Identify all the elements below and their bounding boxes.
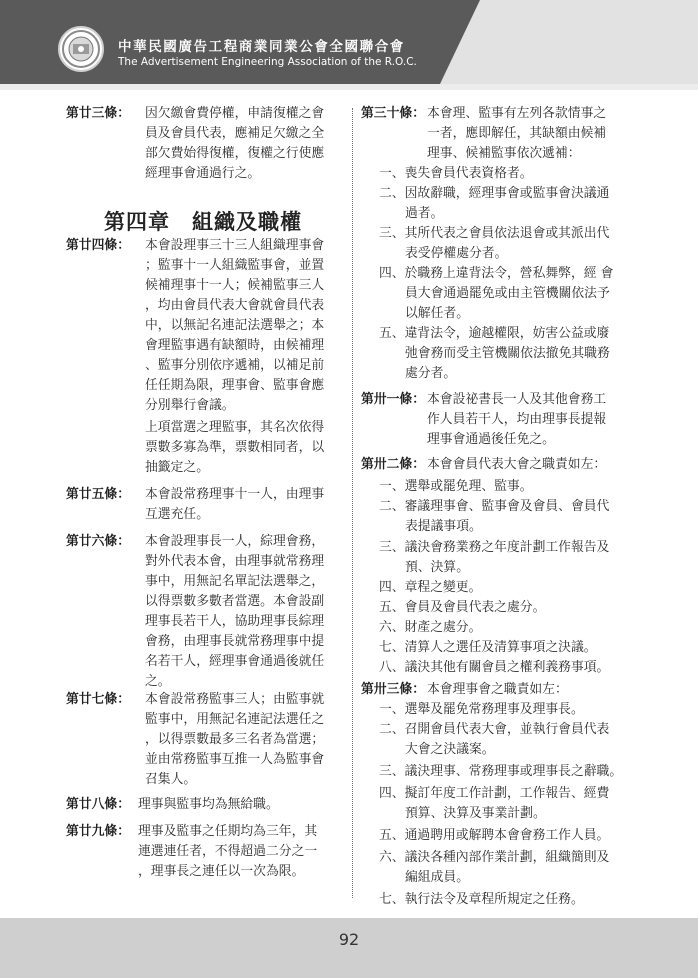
article-32-item: 一、選舉或罷免理、監事。 (379, 479, 533, 494)
article-30-line: 一者，應即解任，其缺額由候補 (427, 126, 607, 141)
article-25-line: 互選充任。 (145, 507, 209, 522)
page-number: 92 (338, 930, 360, 949)
article-30-item: 二、因故辭職，經理事會或監事會決議通 (379, 186, 610, 201)
article-26-line: 事中，用無記名單記法選舉之， (145, 574, 325, 589)
article-30-item: 表受停權處分者。 (405, 246, 508, 261)
article-30-item: 三、其所代表之會員依法退會或其派出代 (379, 226, 610, 241)
article-33-item: 編組成員。 (405, 870, 469, 885)
article-33-item: 四、擬訂年度工作計劃，工作報告、經費 (379, 786, 610, 801)
article-30-item: 五、違背法令，逾越權限，妨害公益或廢 (379, 326, 610, 341)
article-30-line: 理事、候補監事依次遞補： (427, 146, 581, 161)
org-name-en: The Advertisement Engineering Association of the R.O.C. (118, 56, 417, 68)
article-32-item: 三、議決會務業務之年度計劃工作報告及 (379, 540, 610, 555)
article-32-item: 表提議事項。 (405, 519, 482, 534)
article-33-item: 一、選舉及罷免常務理事及理事長。 (379, 702, 584, 717)
article-23-line: 員及會員代表，應補足欠繳之全 (145, 126, 325, 141)
article-26-label: 第廿六條： (66, 534, 130, 549)
article-30-label: 第三十條： (361, 106, 425, 121)
article-32-item: 六、財產之處分。 (379, 620, 482, 635)
article-24-line: 會理監事遇有缺額時，由候補理 (145, 338, 325, 353)
article-24-line: 候補理事十一人；候補監事三人 (145, 278, 325, 293)
article-29-line: 理事及監事之任期均為三年，其 (138, 824, 318, 839)
chapter-heading: 第四章 組織及職權 (104, 210, 302, 234)
article-26-line: 之。 (145, 674, 171, 689)
article-30-item: 弛會務而受主管機關依法撤免其職務 (405, 346, 610, 361)
article-27-label: 第廿七條： (66, 692, 130, 707)
article-26-line: 對外代表本會，由理事就常務理 (145, 554, 325, 569)
article-32-item: 四、章程之變更。 (379, 580, 482, 595)
article-26-line: 本會設理事長一人，綜理會務， (145, 534, 325, 549)
article-29-line: ，理事長之連任以一次為限。 (138, 864, 305, 879)
article-30-item: 員大會通過罷免或由主管機關依法予 (405, 286, 610, 301)
article-32-label: 第卅二條： (361, 457, 425, 472)
article-26-line: 名若干人，經理事會通過後就任 (145, 654, 325, 669)
article-24-label: 第廿四條： (66, 238, 130, 253)
article-30-item: 四、於職務上違背法令，營私舞弊，經 會 (379, 266, 614, 281)
article-29-line: 連選連任者，不得超過二分之一 (138, 844, 318, 859)
article-27-line: ，以得票數最多三名者為當選； (145, 732, 325, 747)
article-33-line: 本會理事會之職責如左： (427, 682, 568, 697)
article-31-label: 第卅一條： (361, 392, 425, 407)
article-24-line: 分別舉行會議。 (145, 398, 235, 413)
header-stripe (0, 84, 698, 90)
article-33-item: 預算、決算及事業計劃。 (405, 806, 546, 821)
article-24-line: 抽籤定之。 (145, 460, 209, 475)
article-27-line: 監事中，用無記名連記法選任之 (145, 712, 325, 727)
article-31-line: 作人員若干人，均由理事長提報 (427, 412, 607, 427)
article-30-item: 處分者。 (405, 366, 457, 381)
association-logo-icon (58, 26, 104, 72)
article-33-item: 七、執行法令及章程所規定之任務。 (379, 892, 584, 907)
article-24-line: ，均由會員代表大會就會員代表 (145, 298, 325, 313)
article-25-line: 本會設常務理事十一人，由理事 (145, 487, 325, 502)
article-29-label: 第廿九條： (66, 824, 130, 839)
article-30-item: 以解任者。 (405, 306, 469, 321)
article-27-line: 本會設常務監事三人；由監事就 (145, 692, 325, 707)
article-24-line: 上項當選之理監事，其名次依得 (145, 420, 325, 435)
article-33-item: 二、召開會員代表大會，並執行會員代表 (379, 722, 610, 737)
article-26-line: 理事長若干人，協助理事長綜理 (145, 614, 325, 629)
article-25-label: 第廿五條： (66, 487, 130, 502)
article-33-label: 第卅三條： (361, 682, 425, 697)
article-24-line: ；監事十一人組織監事會，並置 (145, 258, 325, 273)
article-23-label: 第廿三條： (66, 106, 130, 121)
org-name-zh: 中華民國廣告工程商業同業公會全國聯合會 (118, 39, 405, 55)
article-26-line: 會務，由理事長就常務理事中提 (145, 634, 325, 649)
article-23-line: 因欠繳會費停權，申請復權之會 (145, 106, 325, 121)
article-30-item: 過者。 (405, 206, 444, 221)
article-27-line: 召集人。 (145, 772, 197, 787)
article-32-item: 七、清算人之選任及清算事項之決議。 (379, 640, 597, 655)
article-26-line: 以得票數多數者當選。本會設副 (145, 594, 325, 609)
article-31-line: 本會設祕書長一人及其他會務工 (427, 392, 607, 407)
article-28-line: 理事與監事均為無給職。 (138, 797, 279, 812)
article-32-item: 八、議決其他有關會員之權利義務事項。 (379, 660, 610, 675)
article-30-item: 一、喪失會員代表資格者。 (379, 166, 533, 181)
article-33-item: 大會之決議案。 (405, 742, 495, 757)
article-24-line: 中，以無記名連記法選舉之；本 (145, 318, 325, 333)
article-32-item: 二、審議理事會、監事會及會員、會員代 (379, 499, 610, 514)
article-32-item: 五、會員及會員代表之處分。 (379, 600, 546, 615)
article-30-line: 本會理、監事有左列各款情事之 (427, 106, 607, 121)
article-23-line: 部欠費始得復權，復權之行使應 (145, 146, 325, 161)
article-32-line: 本會會員代表大會之職責如左： (427, 457, 607, 472)
article-32-item: 預、決算。 (405, 560, 469, 575)
article-33-item: 五、通過聘用或解聘本會會務工作人員。 (379, 828, 610, 843)
article-24-line: 任任期為限，理事會、監事會應 (145, 378, 325, 393)
column-divider (352, 108, 353, 898)
article-24-line: 、監事分別依序遞補，以補足前 (145, 358, 325, 373)
article-31-line: 理事會通過後任免之。 (427, 432, 555, 447)
article-28-label: 第廿八條： (66, 797, 130, 812)
article-33-item: 三、議決理事、常務理事或理事長之辭職。 (379, 764, 623, 779)
article-27-line: 並由常務監事互推一人為監事會 (145, 752, 325, 767)
article-24-line: 本會設理事三十三人組織理事會 (145, 238, 325, 253)
article-33-item: 六、議決各種內部作業計劃，組織簡則及 (379, 850, 610, 865)
article-24-line: 票數多寡為準，票數相同者，以 (145, 440, 325, 455)
article-23-line: 經理事會通過行之。 (145, 166, 261, 181)
